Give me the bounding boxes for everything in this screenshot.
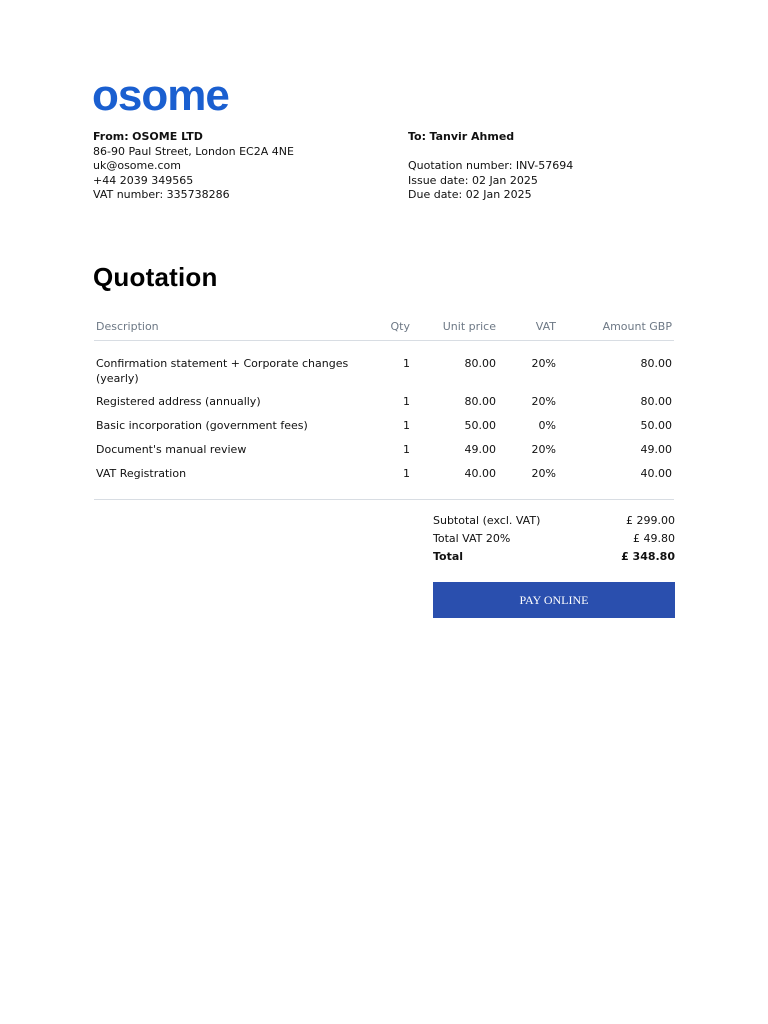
row-unit-price: 80.00 [464,395,496,408]
row-description: Registered address (annually) [96,395,261,408]
header-amount: Amount GBP [602,320,672,333]
row-vat: 20% [531,443,556,456]
table-header [94,314,674,341]
from-phone: +44 2039 349565 [93,173,194,187]
row-qty: 1 [403,443,410,456]
row-amount: 80.00 [640,357,672,370]
row-amount: 49.00 [640,443,672,456]
to-block [408,130,573,203]
row-vat: 20% [531,395,556,408]
row-amount: 50.00 [640,419,672,432]
document-title: Quotation [93,262,218,292]
pay-online-button[interactable]: PAY ONLINE [433,582,675,618]
row-description: VAT Registration [96,467,187,480]
from-vat-number: VAT number: 335738286 [93,188,230,202]
row-vat: 0% [538,419,556,432]
row-amount: 40.00 [640,467,672,480]
due-date: Due date: 02 Jan 2025 [408,188,532,202]
from-heading [93,130,294,145]
grand-total-value: £ 348.80 [621,550,675,563]
issue-date: Issue date: 02 Jan 2025 [408,173,538,187]
osome-logo: osome [92,71,229,120]
from-company-name: OSOME LTD [132,130,203,143]
subtotal-row [433,514,675,532]
header-vat: VAT [535,320,556,333]
grand-total-label: Total [433,550,464,563]
from-email: uk@osome.com [93,159,182,173]
vat-total-row [433,532,675,550]
row-unit-price: 40.00 [464,467,496,480]
to-heading [408,130,573,145]
row-description: Basic incorporation (government fees) [96,419,308,432]
row-unit-price: 49.00 [464,443,496,456]
row-description: Confirmation statement + Corporate changes (yearly) [96,357,349,385]
table-body [94,341,674,500]
row-unit-price: 80.00 [464,357,496,370]
header-qty: Qty [390,320,410,333]
row-qty: 1 [403,357,410,370]
row-qty: 1 [403,395,410,408]
line-items-table [94,314,674,500]
row-qty: 1 [403,419,410,432]
quotation-number: Quotation number: INV-57694 [408,159,574,173]
from-address: 86-90 Paul Street, London EC2A 4NE [93,144,294,158]
row-vat: 20% [531,357,556,370]
subtotal-value: £ 299.00 [626,514,675,527]
from-label: From: [93,130,129,143]
grand-total-row [433,550,675,568]
from-block [93,130,294,203]
header-unit-price: Unit price [442,320,496,333]
row-description: Document's manual review [96,443,247,456]
row-qty: 1 [403,467,410,480]
header-description: Description [96,320,159,333]
row-unit-price: 50.00 [464,419,496,432]
vat-total-label: Total VAT 20% [433,532,511,545]
totals-block [433,514,675,568]
row-amount: 80.00 [640,395,672,408]
to-label: To: [408,130,426,143]
vat-total-value: £ 49.80 [633,532,675,545]
row-vat: 20% [531,467,556,480]
subtotal-label: Subtotal (excl. VAT) [433,514,541,527]
to-customer-name: Tanvir Ahmed [429,130,515,143]
